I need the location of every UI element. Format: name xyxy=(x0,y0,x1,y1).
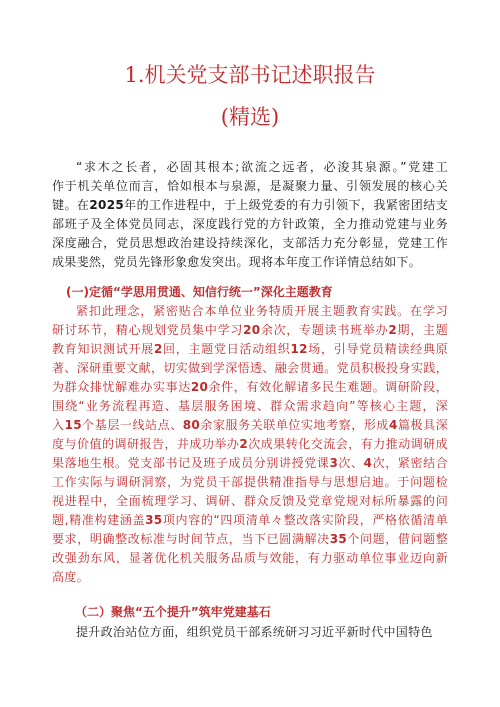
text-segment: 著、深研重要文献，切实做到学深悟透、融会贯通。党员积极投身实践， xyxy=(52,361,448,375)
text-segment: 年的工作进程中，于上级党委的有力引领下，我紧密团结支 xyxy=(124,198,448,212)
text-segment: 度与价值的调研报告，并成功举办 xyxy=(52,437,240,451)
emphasized-number: 35 xyxy=(145,513,163,527)
text-segment: 余件，有效化解诸多民生难题。调研阶段， xyxy=(208,380,448,394)
emphasized-number: 2025 xyxy=(89,198,124,212)
text-segment: 期，主题 xyxy=(397,323,448,337)
text-line: 成果斐然，党员先锋形象愈发突出。现将本年度工作详情总结如下。 xyxy=(52,255,422,269)
text-segment: 场，引导党员精读经典原 xyxy=(307,342,448,356)
emphasized-number: 12 xyxy=(290,342,308,356)
emphasized-number: 15 xyxy=(64,418,82,432)
text-segment: 为群众排忧解难办实事达 xyxy=(52,380,191,394)
section2-paragraph xyxy=(52,623,448,642)
emphasized-number: 80 xyxy=(182,418,201,432)
text-line xyxy=(52,302,448,321)
text-segment: 研讨环节，精心规划党员集中学习 xyxy=(52,323,244,337)
text-segment: 紧扣此理念，紧密贴合本单位业务特质开展主题教育实践。在学习 xyxy=(76,304,448,318)
text-line xyxy=(52,530,448,549)
text-segment: 次成果转化交流会，有力推动调研成 xyxy=(248,437,448,451)
text-line xyxy=(52,416,448,435)
text-segment: 次、 xyxy=(338,456,364,470)
text-segment: 果落地生根。党支部书记及班子成员分别讲授党课 xyxy=(52,456,330,470)
text-segment: 个基层一线站点、 xyxy=(81,418,183,432)
text-segment: 高度。 xyxy=(52,570,89,584)
text-line: 深度融合，党员思想政治建设持续深化，支部活力充分彰显，党建工作 xyxy=(52,236,448,250)
text-line: 作于机关单位而言，恰如根本与泉源，是凝聚力量、引领发展的核心关 xyxy=(52,179,448,193)
section1-paragraph xyxy=(52,302,448,587)
text-line xyxy=(52,378,448,397)
emphasized-number: 4 xyxy=(389,418,398,432)
text-segment: 题,精准构建涵盖 xyxy=(52,513,146,527)
document-subtitle: (精选) xyxy=(220,105,280,129)
text-segment: 篇极具深 xyxy=(397,418,448,432)
text-line xyxy=(52,397,448,416)
text-segment: 视进程中，全面梳理学习、调研、群众反馈及党章党规对标所暴露的问 xyxy=(52,494,448,508)
emphasized-number: 3 xyxy=(329,456,339,470)
intro-paragraph xyxy=(52,158,448,272)
text-line xyxy=(52,473,448,492)
emphasized-number: 2 xyxy=(153,342,163,356)
text-line xyxy=(52,568,448,587)
text-line xyxy=(52,196,448,215)
text-segment: 改强劲东风，显著优化机关服务品质与效能，有力驱动单位事业迈向新 xyxy=(52,551,448,565)
text-line xyxy=(52,511,448,530)
text-line xyxy=(52,359,448,378)
emphasized-number: 35 xyxy=(329,532,348,546)
text-segment: 围绕“业务流程再造、基层服务困境、群众需求趋向”等核心主题，深 xyxy=(52,399,448,413)
text-line xyxy=(52,549,448,568)
emphasized-number: 20 xyxy=(243,323,261,337)
text-line xyxy=(52,454,448,473)
text-line xyxy=(52,340,448,359)
emphasized-number: 2 xyxy=(239,437,249,451)
text-line xyxy=(52,321,448,340)
section2-line: 提升政治站位方面，组织党员干部系统研习习近平新时代中国特色 xyxy=(76,625,433,639)
text-segment: 余家服务关联单位实地考察，形成 xyxy=(200,418,390,432)
emphasized-number: 4 xyxy=(363,456,373,470)
text-segment: 回，主题党日活动组织 xyxy=(162,342,291,356)
emphasized-number: 2 xyxy=(388,323,398,337)
text-segment: 项内容的“四项清单々整改落实阶段，严格依循清单 xyxy=(162,513,449,527)
text-line: 部班子及全体党员同志，深度践行党的方针政策，全力推动党建与业务 xyxy=(52,217,448,231)
text-segment: 入 xyxy=(52,418,65,432)
text-segment: 键。在 xyxy=(52,198,90,212)
text-segment: 工作实际与调研洞察，为党员干部提供精准指导与思想启迪。于问题检 xyxy=(52,475,448,489)
text-segment: 教育知识测试开展 xyxy=(52,342,154,356)
text-line: “求木之长者，必固其根本;欲流之远者，必浚其泉源。”党建工 xyxy=(76,160,448,174)
document-title: 1.机关党支部书记述职报告 xyxy=(124,63,376,87)
section1-heading: (一)定循“学思用贯通、知信行统一”深化主题教育 xyxy=(66,285,333,299)
text-line xyxy=(52,435,448,454)
text-segment: 个问题，借问题整 xyxy=(347,532,448,546)
emphasized-number: 20 xyxy=(190,380,209,394)
text-segment: 次，紧密结合 xyxy=(372,456,448,470)
text-segment: 余次，专题读书班举办 xyxy=(260,323,389,337)
text-segment: 要求，明确整改标准与时间节点，当下已圆满解决 xyxy=(52,532,330,546)
text-line xyxy=(52,492,448,511)
section2-heading: （二）聚焦“五个提升”筑牢党建基石 xyxy=(75,605,271,619)
